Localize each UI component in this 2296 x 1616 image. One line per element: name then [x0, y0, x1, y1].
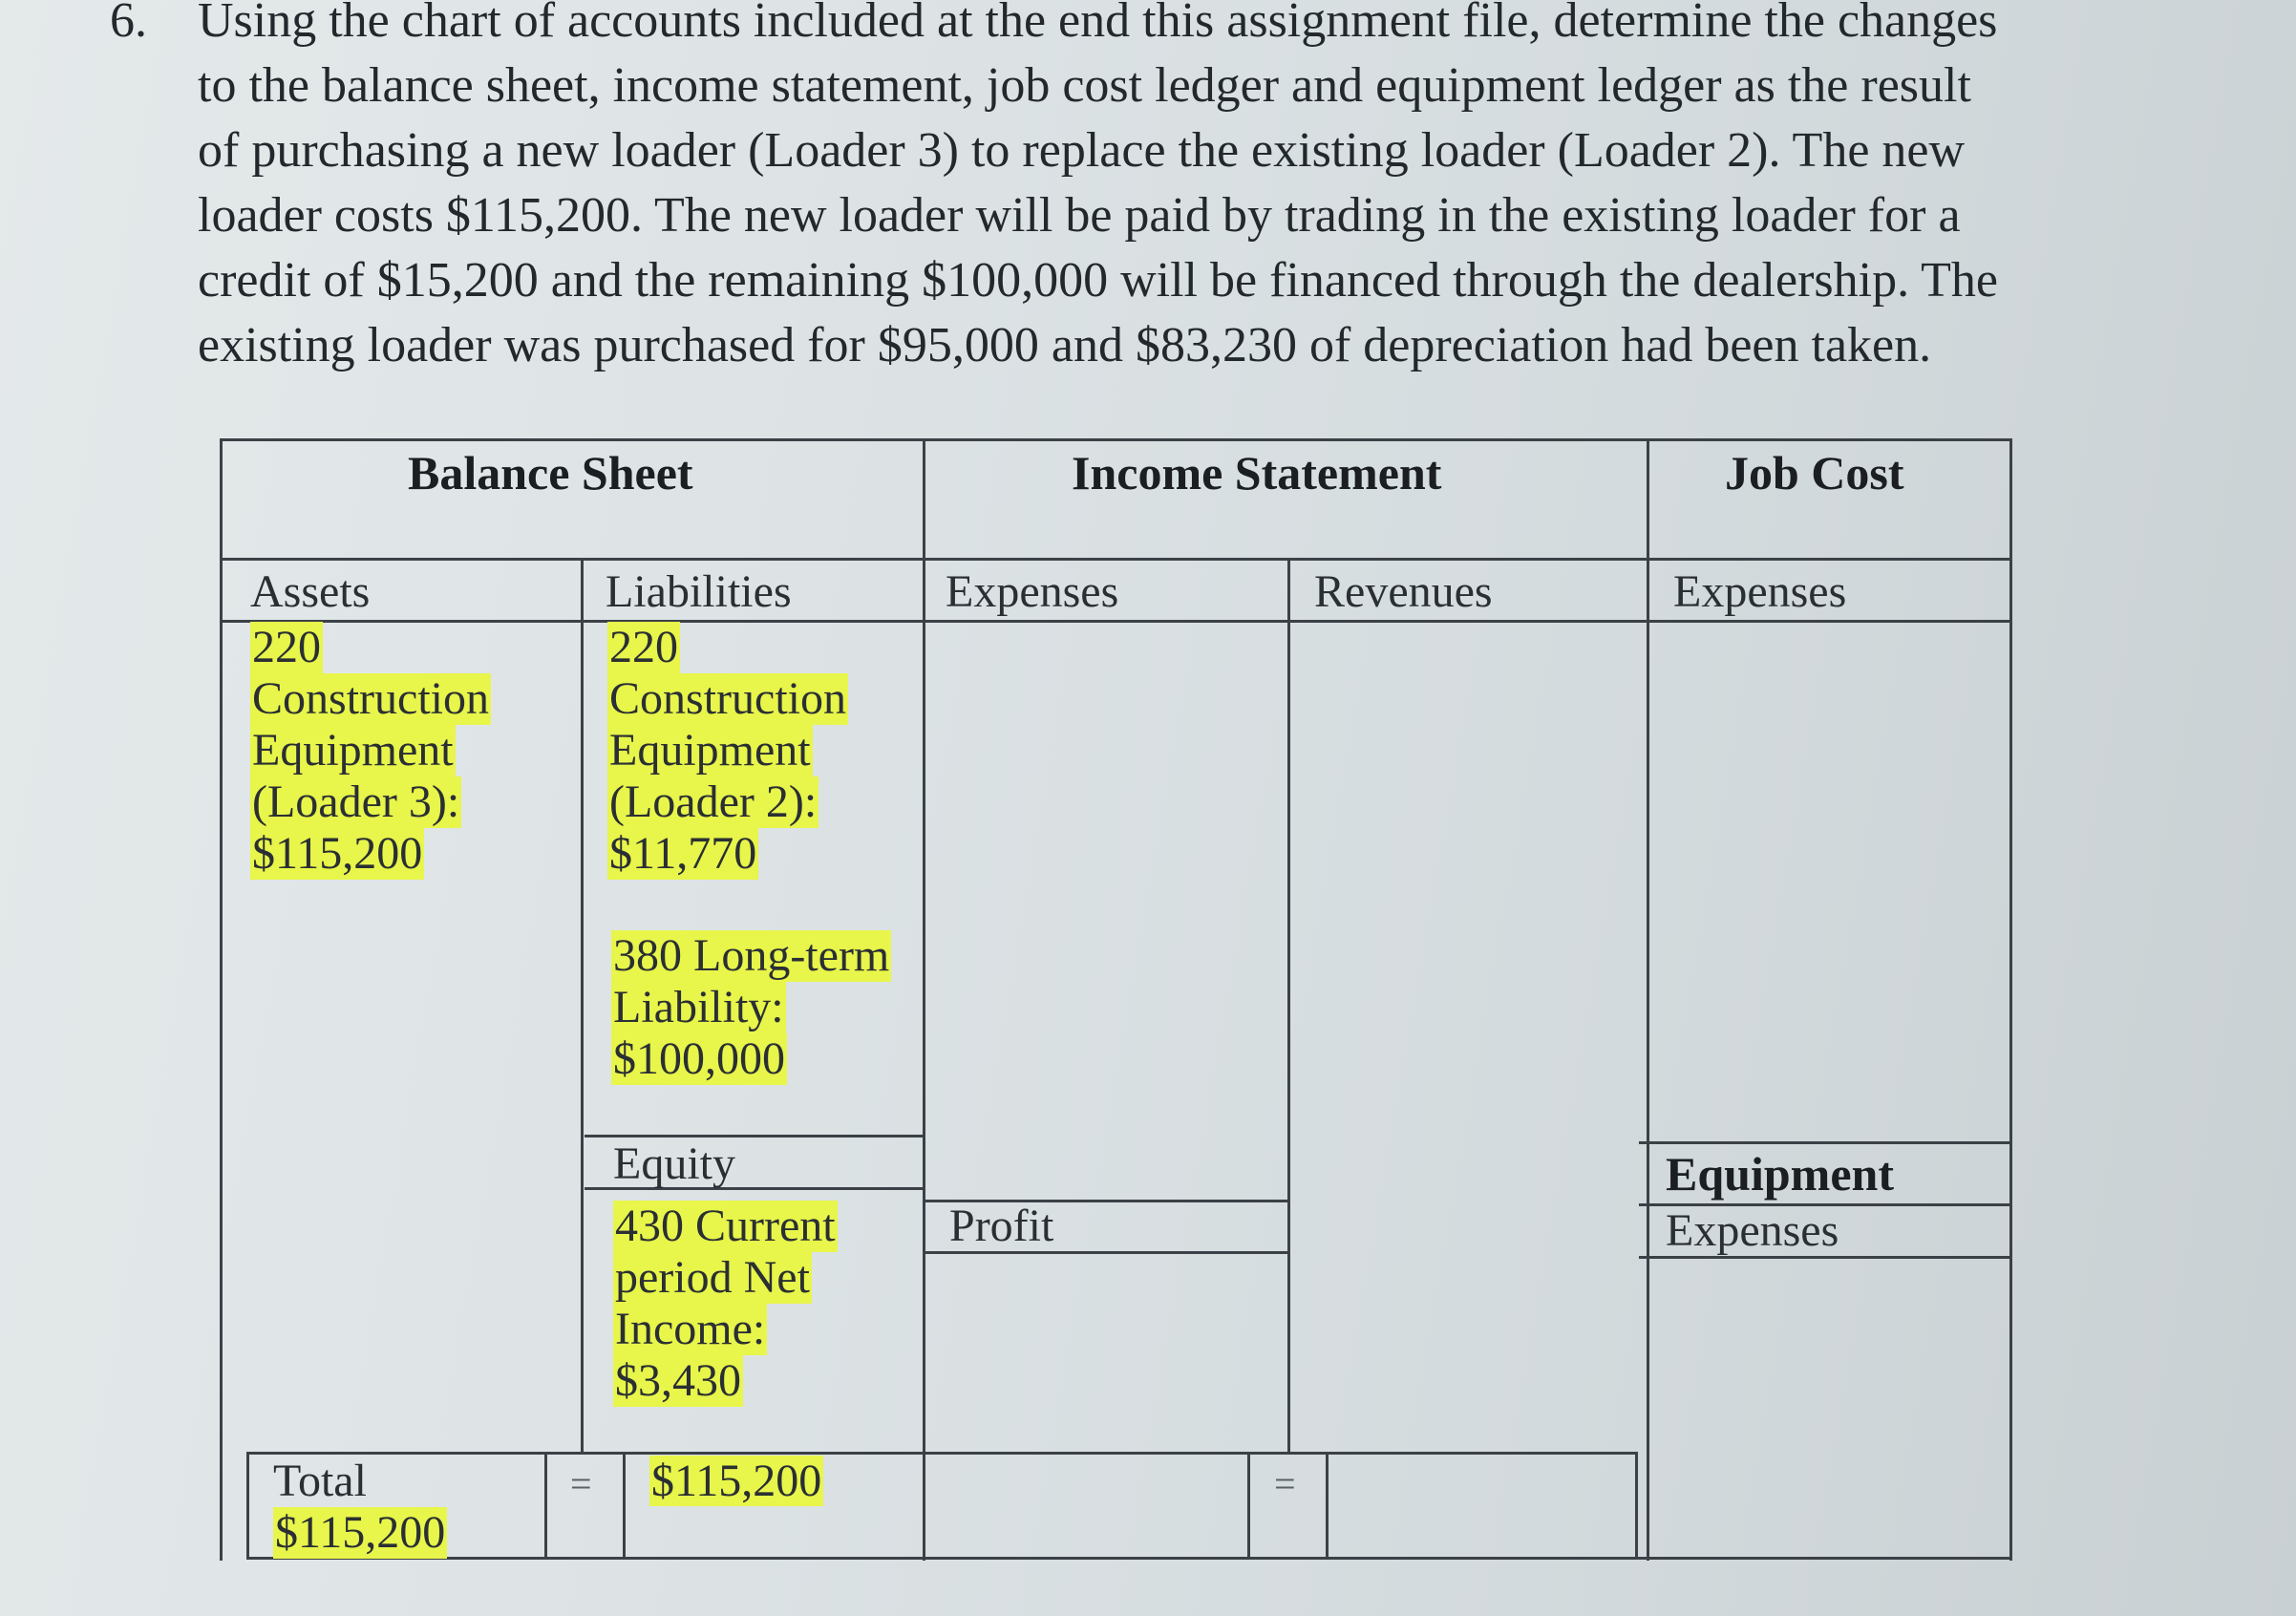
balance-sheet-header: Balance Sheet: [408, 446, 693, 500]
liabilities-entry-line: Liability:: [613, 982, 784, 1032]
equipment-label: Equipment: [1666, 1147, 1894, 1201]
assets-entry-line: Equipment: [252, 725, 454, 776]
revenues-subheader: Revenues: [1314, 566, 1493, 617]
equity-entry-line: Income:: [615, 1304, 766, 1354]
assets-entry-line: Construction: [252, 673, 489, 724]
question-line: credit of $15,200 and the remaining $100,000 will be financed through the dealership. The: [198, 253, 1998, 308]
assets-entry-line: $115,200: [252, 828, 423, 879]
question-line: Using the chart of accounts included at the end this assignment file, determine the changes: [198, 0, 1998, 48]
liabilities-subheader: Liabilities: [606, 566, 792, 617]
job-cost-header: Job Cost: [1725, 446, 1904, 500]
total-liabilities-equity-value: $115,200: [651, 1456, 822, 1506]
total-liabilities-equity: [649, 1456, 823, 1507]
liabilities-entry-line: 380 Long-term: [613, 930, 890, 981]
assets-entry-line: 220: [252, 622, 321, 672]
liabilities-entry-loader-2: [607, 622, 848, 880]
liabilities-entry-line: $11,770: [609, 828, 757, 879]
liabilities-entry-line: Construction: [609, 673, 846, 724]
question-line: to the balance sheet, income statement, job cost ledger and equipment ledger as the result: [198, 58, 1971, 113]
equity-entry-line: period Net: [615, 1252, 810, 1303]
equity-entry-line: $3,430: [615, 1355, 741, 1406]
question-line: loader costs $115,200. The new loader will be paid by trading in the existing loader for a: [198, 188, 1961, 243]
assets-subheader: Assets: [250, 566, 371, 617]
assets-entry-line: (Loader 3):: [252, 776, 460, 827]
question-line: existing loader was purchased for $95,000 and $83,230 of depreciation had been taken.: [198, 318, 1932, 372]
equals-sign: =: [1274, 1462, 1296, 1505]
question-line: of purchasing a new loader (Loader 3) to replace the existing loader (Loader 2). The new: [198, 123, 1966, 178]
job-expenses-subheader: Expenses: [1673, 566, 1847, 617]
equity-entry-line: 430 Current: [615, 1201, 836, 1251]
profit-label: Profit: [949, 1201, 1054, 1251]
question-number: 6.: [110, 0, 147, 48]
total-assets: [273, 1456, 447, 1559]
liabilities-entry-line: Equipment: [609, 725, 811, 776]
liabilities-entry-line: $100,000: [613, 1033, 785, 1084]
equals-sign: =: [570, 1462, 592, 1505]
equity-label: Equity: [613, 1138, 735, 1189]
total-label: Total: [273, 1456, 367, 1506]
expenses-subheader: Expenses: [946, 566, 1119, 617]
income-statement-header: Income Statement: [1072, 446, 1442, 500]
equipment-expenses-label: Expenses: [1666, 1205, 1839, 1256]
liabilities-entry-line: 220: [609, 622, 678, 672]
question-text: [198, 0, 2296, 378]
liabilities-entry-long-term: [611, 930, 891, 1085]
liabilities-entry-line: (Loader 2):: [609, 776, 818, 827]
assets-entry: [250, 622, 491, 880]
equity-entry: [613, 1201, 838, 1407]
total-assets-value: $115,200: [275, 1507, 446, 1558]
